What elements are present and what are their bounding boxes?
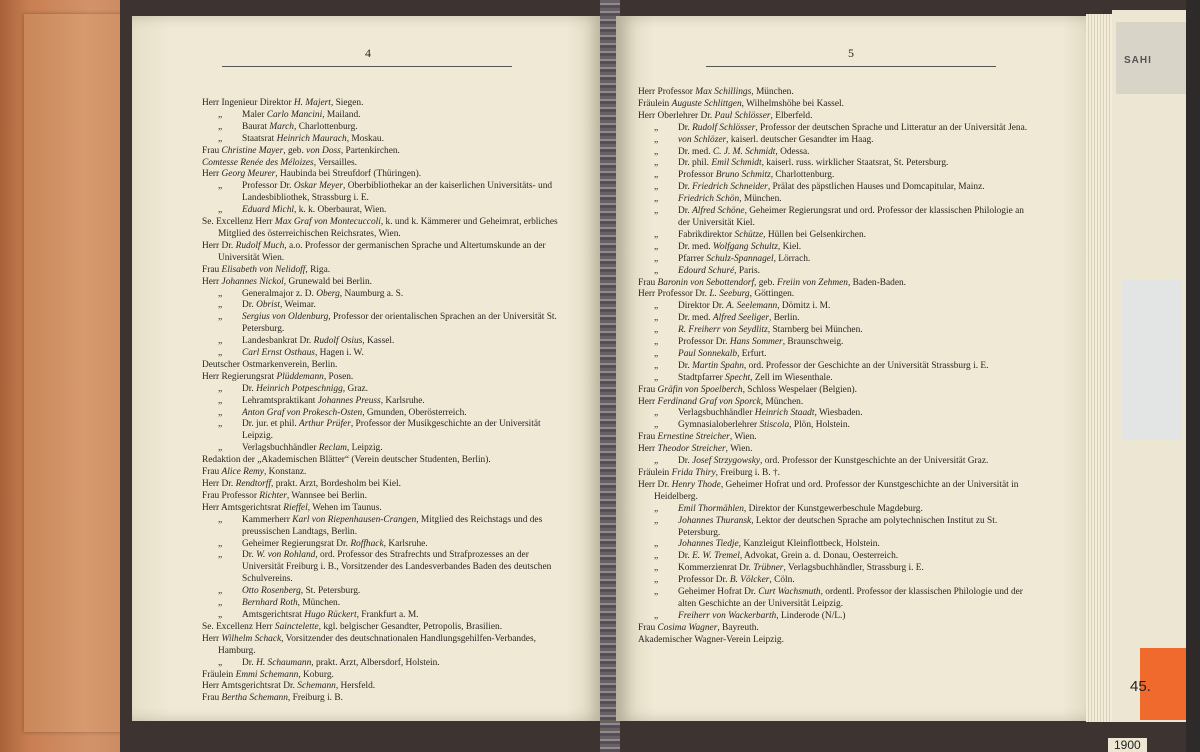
right-entry-list <box>638 87 1038 647</box>
list-item: „ Landesbankrat Dr. Rudolf Osius, Kassel. <box>218 336 395 347</box>
list-item: Frau Baronin von Sebottendorf, geb. Freiin von Zehmen, Baden-Baden. <box>638 277 907 288</box>
list-item: „ Amtsgerichtsrat Hugo Rückert, Frankfurt a. M. <box>218 609 419 620</box>
list-item: Herr Oberlehrer Dr. Paul Schlösser, Elberfeld. <box>638 110 813 121</box>
page-number-left: 4 <box>365 46 371 60</box>
list-item: „ Lehramtspraktikant Johannes Preuss, Karlsruhe. <box>218 395 425 406</box>
list-item: Herr Amtsgerichtsrat Rieffel, Wehen im Taunus. <box>202 502 382 513</box>
list-item: „ Fabrikdirektor Schütze, Hüllen bei Gelsenkirchen. <box>654 229 866 240</box>
list-item: „ Professor Dr. B. Völcker, Cöln. <box>654 575 795 586</box>
list-item: „ Dr. Friedrich Schneider, Prälat des päpstlichen Hauses und Domcapitular, Mainz. <box>654 182 985 193</box>
list-item: „ Friedrich Schön, München. <box>654 194 782 205</box>
list-item: Herr Johannes Nickol, Grunewald bei Berlin. <box>202 276 373 287</box>
list-item: „ Verlagsbuchhändler Reclam, Leipzig. <box>218 443 383 454</box>
list-item: Herr Amtsgerichtsrat Dr. Schemann, Hersfeld. <box>202 681 376 692</box>
back-page-header <box>1116 22 1186 94</box>
list-item: Herr Ingenieur Direktor H. Majert, Siegen. <box>202 98 364 108</box>
list-item: „ Gymnasialoberlehrer Stiscola, Plön, Holstein. <box>654 420 850 431</box>
list-item: „ Dr. Alfred Schöne, Geheimer Regierungsrat und ord. Professor der klassischen Philologie an der Universität Kiel. <box>654 206 1024 228</box>
list-item: „ Geheimer Regierungsrat Dr. Roffhack, Karlsruhe. <box>218 538 428 549</box>
list-item: „ Dr. Martin Spahn, ord. Professor der Geschichte an der Universität Strassburg i. E. <box>654 360 989 371</box>
list-item: Comtesse Renée des Méloizes, Versailles. <box>202 157 357 168</box>
list-item: Akademischer Wagner-Verein Leipzig. <box>638 634 784 645</box>
list-item: „ Professor Bruno Schmitz, Charlottenburg. <box>654 170 835 181</box>
list-item: Herr Wilhelm Schack, Vorsitzender des deutschnationalen Handlungsgehilfen-Verbandes, Hamburg. <box>202 633 536 656</box>
orange-tag-text: 45. <box>1130 678 1151 695</box>
list-item: „ Johannes Thuransk, Lektor der deutschen Sprache am polytechnischen Institut zu St. Petersburg. <box>654 515 998 538</box>
list-item: Frau Ernestine Streicher, Wien. <box>638 432 757 443</box>
list-item: Herr Professor Max Schillings, München. <box>638 87 794 97</box>
list-item: „ Dr. Rudolf Schlösser, Professor der deutschen Sprache und Litteratur an der Universität Jena. <box>654 122 1028 133</box>
list-item: „ R. Freiherr von Seydlitz, Starnberg bei München. <box>654 325 863 336</box>
list-item: Herr Regierungsrat Plüddemann, Posen. <box>202 371 354 382</box>
list-item: „ Stadtpfarrer Specht, Zell im Wiesenthale. <box>654 372 833 383</box>
list-item: „ Direktor Dr. A. Seelemann, Dömitz i. M. <box>654 301 831 312</box>
list-item: „ Dr. med. C. J. M. Schmidt, Odessa. <box>654 146 810 157</box>
list-item: Fräulein Emmi Schemann, Koburg. <box>202 669 334 680</box>
right-book-cover <box>1186 0 1200 752</box>
list-item: „ Professor Dr. Hans Sommer, Braunschweig. <box>654 337 844 348</box>
list-item: Fräulein Frida Thiry, Freiburg i. B. †. <box>638 468 781 478</box>
list-item: „ Kammerherr Karl von Riepenhausen-Crangen, Mitglied des Reichstags und des preussischen Landtags, Berlin. <box>218 514 543 537</box>
list-item: „ Kommerzienrat Dr. Trübner, Verlagsbuchhändler, Strassburg i. E. <box>654 563 924 574</box>
left-page <box>132 16 604 721</box>
list-item: Redaktion der „Akademischen Blätter“ (Verein deutscher Studenten, Berlin). <box>202 455 491 466</box>
left-entry-list <box>202 98 572 705</box>
list-item: Herr Dr. Henry Thode, Geheimer Hofrat und ord. Professor der Kunstgeschichte an der Universität in Heidelberg. <box>638 479 1019 502</box>
list-item: „ Dr. H. Schaumann, prakt. Arzt, Albersdorf, Holstein. <box>218 657 440 668</box>
list-item: „ Dr. med. Wolfgang Schultz, Kiel. <box>654 241 802 252</box>
list-item: Fräulein Auguste Schlittgen, Wilhelmshöhe bei Kassel. <box>638 98 844 109</box>
bottom-year-label: 1900 <box>1108 738 1147 752</box>
list-item: „ Dr. Josef Strzygowsky, ord. Professor der Kunstgeschichte an der Universität Graz. <box>654 456 989 467</box>
list-item: Frau Bertha Schemann, Freiburg i. B. <box>202 693 343 704</box>
list-item: Frau Professor Richter, Wannsee bei Berlin. <box>202 490 367 501</box>
list-item: „ Emil Thormählen, Direktor der Kunstgewerbeschule Magdeburg. <box>654 503 923 514</box>
list-item: „ Baurat March, Charlottenburg. <box>218 121 358 132</box>
list-item: „ Otto Rosenberg, St. Petersburg. <box>218 586 361 597</box>
list-item: „ Sergius von Oldenburg, Professor der orientalischen Sprachen an der Universität St. Petersburg. <box>218 312 557 335</box>
list-item: „ Johannes Tiedje, Kanzleigut Kleinflottbeck, Holstein. <box>654 539 880 550</box>
list-item: „ Freiherr von Wackerbarth, Linderode (N/L.) <box>654 610 846 621</box>
list-item: Frau Cosima Wagner, Bayreuth. <box>638 622 759 633</box>
list-item: „ Eduard Michl, k. k. Oberbaurat, Wien. <box>218 205 387 216</box>
list-item: „ Pfarrer Schulz-Spannagel, Lörrach. <box>654 253 811 264</box>
list-item: „ Verlagsbuchhändler Heinrich Staadt, Wiesbaden. <box>654 408 863 419</box>
list-item: „ Dr. med. Alfred Seeliger, Berlin. <box>654 313 800 324</box>
list-item: „ Dr. Obrist, Weimar. <box>218 300 316 311</box>
list-item: Herr Theodor Streicher, Wien. <box>638 444 753 455</box>
list-item: „ Dr. phil. Emil Schmidt, kaiserl. russ. wirklicher Staatsrat, St. Petersburg. <box>654 158 949 169</box>
list-item: Frau Elisabeth von Nelidoff, Riga. <box>202 264 331 275</box>
list-item: Herr Professor Dr. L. Seeburg, Göttingen. <box>638 289 795 300</box>
list-item: „ Dr. jur. et phil. Arthur Prüfer, Professor der Musikgeschichte an der Universität Leipzig. <box>218 419 541 442</box>
list-item: „ Dr. E. W. Tremel, Advokat, Grein a. d. Donau, Oesterreich. <box>654 551 899 562</box>
ghost-print-area <box>1122 280 1182 440</box>
list-item: Frau Gräfin von Spoelberch, Schloss Wespelaer (Belgien). <box>638 384 858 395</box>
list-item: „ Dr. Heinrich Potpeschnigg, Graz. <box>218 383 369 394</box>
list-item: Frau Alice Remy, Konstanz. <box>202 467 307 478</box>
list-item: „ von Schlözer, kaiserl. deutscher Gesandter im Haag. <box>654 134 874 145</box>
orange-tag <box>1130 648 1188 720</box>
list-item: Se. Excellenz Herr Sainctelette, kgl. belgischer Gesandter, Petropolis, Brasilien. <box>202 621 503 632</box>
list-item: Se. Excellenz Herr Max Graf von Montecuccoli, k. und k. Kämmerer und Geheimrat, erbliches Mitglied des österreichischen Reichsrates, Wien. <box>202 217 558 239</box>
list-item: „ Generalmajor z. D. Oberg, Naumburg a. S. <box>218 288 404 299</box>
page-number-rule <box>222 66 512 67</box>
list-item: Herr Dr. Rendtorff, prakt. Arzt, Bordesholm bei Kiel. <box>202 479 401 489</box>
list-item: „ Paul Sonnekalb, Erfurt. <box>654 348 767 359</box>
page-number-rule <box>706 66 996 67</box>
list-item: „ Bernhard Roth, München. <box>218 598 341 609</box>
list-item: Frau Christine Mayer, geb. von Doss, Partenkirchen. <box>202 145 400 156</box>
list-item: „ Professor Dr. Oskar Meyer, Oberbibliothekar an der kaiserlichen Universitäts- und Landesbibliothek, Strassburg i. E. <box>218 181 553 204</box>
list-item: Herr Georg Meurer, Haubinda bei Streufdorf (Thüringen). <box>202 169 422 180</box>
list-item: „ Geheimer Hofrat Dr. Curt Wachsmuth, ordentl. Professor der klassischen Philologie und der alten Geschichte an der Universität Leipzig. <box>654 587 1023 609</box>
list-item: „ Anton Graf von Prokesch-Osten, Gmunden, Oberösterreich. <box>218 407 467 418</box>
back-header-text: SAHI <box>1124 55 1152 66</box>
page-number-right: 5 <box>848 46 854 60</box>
list-item: Deutscher Ostmarkenverein, Berlin. <box>202 359 338 370</box>
right-page <box>616 16 1086 721</box>
list-item: „ Staatsrat Heinrich Maurach, Moskau. <box>218 133 384 144</box>
list-item: „ Edourd Schuré, Paris. <box>654 265 760 276</box>
list-item: Herr Ferdinand Graf von Sporck, München. <box>638 396 804 407</box>
list-item: „ Maler Carlo Mancini, Mailand. <box>218 109 361 120</box>
list-item: Herr Dr. Rudolf Much, a.o. Professor der germanischen Sprache und Altertumskunde an der Universität Wien. <box>202 240 546 263</box>
list-item: „ Dr. W. von Rohland, ord. Professor des Strafrechts und Strafprozesses an der Universität Freiburg i. B., Vorsitzender des Landesverbandes Baden des deutschen Schulvereins. <box>218 550 552 585</box>
list-item: „ Carl Ernst Osthaus, Hagen i. W. <box>218 348 364 359</box>
